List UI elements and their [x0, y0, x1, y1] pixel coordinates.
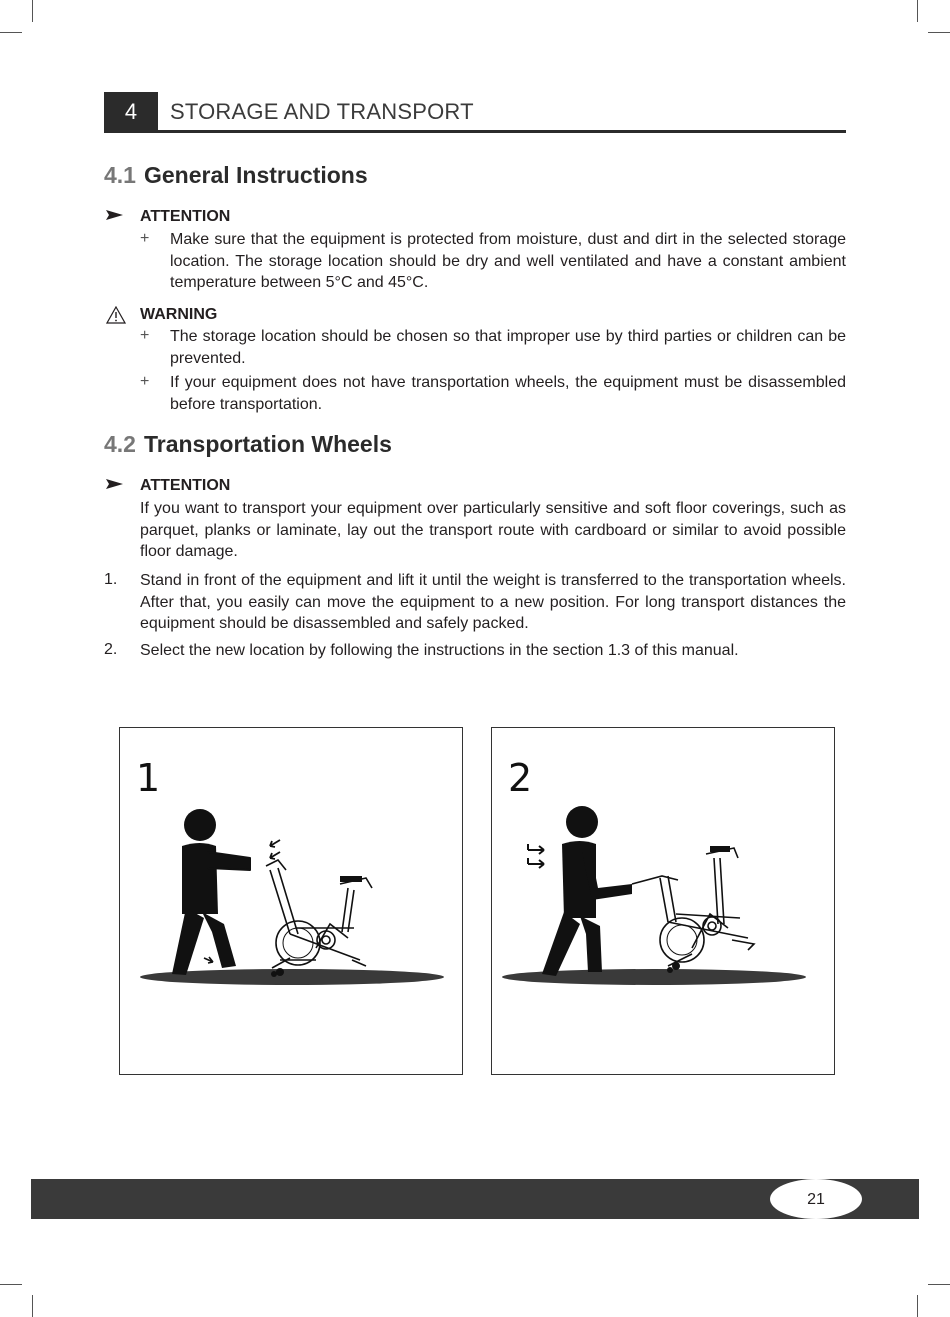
warning-text-2: If your equipment does not have transportation wheels, the equipment must be disassembled before transportation. [170, 374, 846, 413]
section-heading-transportation [104, 431, 392, 458]
crop-mark [0, 32, 22, 33]
plus-bullet: + [140, 230, 150, 247]
attention-arrow-icon [106, 478, 124, 490]
warning-triangle-icon [106, 306, 126, 324]
person-rolling-bike-illustration [492, 728, 836, 1076]
crop-mark [917, 1295, 918, 1317]
figure-label: 1 [136, 756, 161, 800]
page-number: 21 [770, 1179, 862, 1219]
chapter-title: STORAGE AND TRANSPORT [170, 99, 474, 124]
warning-label: WARNING [140, 306, 218, 323]
step-text: Stand in front of the equipment and lift it until the weight is transferred to the transportation wheels. After that, you easily can move the equipment to a new position. For long transport distances the equipment should be disassembled and safely packed. [140, 572, 846, 632]
step-number: 1. [104, 571, 118, 588]
crop-mark [32, 1295, 33, 1317]
crop-mark [0, 1284, 22, 1285]
section-title: Transportation Wheels [143, 431, 392, 457]
crop-mark [32, 0, 33, 22]
crop-mark [917, 0, 918, 22]
figure-label: 2 [508, 756, 533, 800]
chapter-number: 4 [104, 92, 158, 133]
section-heading-general [104, 162, 368, 189]
attention-label: ATTENTION [140, 208, 231, 225]
section-number: 4.2 [104, 431, 136, 457]
attention-text: If you want to transport your equipment over particularly sensitive and soft floor coverings, such as parquet, planks or laminate, lay out the transport route with cardboard or similar to avoid possible floor damage. [140, 500, 846, 560]
crop-mark [928, 1284, 950, 1285]
section-number: 4.1 [104, 162, 136, 188]
plus-bullet: + [140, 327, 150, 344]
step-text: Select the new location by following the instructions in the section 1.3 of this manual. [140, 642, 739, 659]
attention-arrow-icon [106, 209, 124, 221]
attention-text: Make sure that the equipment is protected from moisture, dust and dirt in the selected storage location. The storage location should be dry and well ventilated and have a constant ambient temperature between 5°C and 45°C. [170, 231, 846, 291]
chapter-header [104, 92, 846, 133]
plus-bullet: + [140, 373, 150, 390]
person-tilting-bike-illustration [120, 728, 464, 1076]
figure-panel-2 [491, 727, 835, 1075]
attention-label: ATTENTION [140, 477, 231, 494]
step-number: 2. [104, 641, 118, 658]
warning-text-1: The storage location should be chosen so that improper use by third parties or children can be prevented. [170, 328, 846, 367]
crop-mark [928, 32, 950, 33]
section-title: General Instructions [143, 162, 368, 188]
figure-panel-1 [119, 727, 463, 1075]
